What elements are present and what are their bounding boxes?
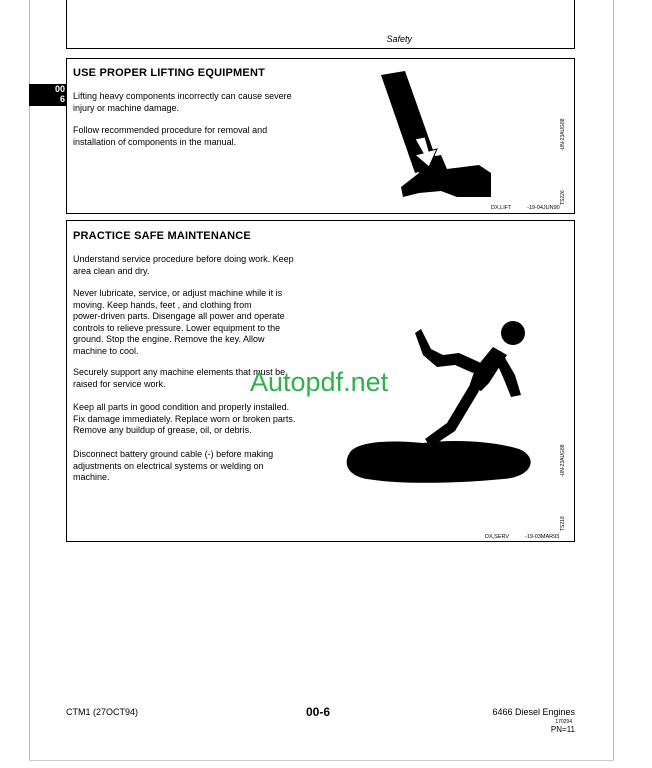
page-right-rule [613,0,614,760]
text-line: power-driven parts. Disengage all power and operate [73,311,285,321]
text-line: Understand service procedure before doing work. Keep [73,254,294,264]
text-line: injury or machine damage. [73,102,180,113]
text-line: Disconnect battery ground cable (-) before making [73,449,274,459]
section-tab-line2: 6 [59,94,65,104]
text-line: ground. Stop the engine. Remove the key. Allow [73,334,265,344]
watermark-text: Autopdf.net [250,367,389,397]
maintenance-ref-date: -19-03MAR93 [525,534,560,540]
text-line: moving. Keep hands, feet , and clothing from [73,299,252,310]
lifting-paragraph-1 [73,91,333,114]
text-line: raised for service work. [73,378,166,389]
text-line: area clean and dry. [73,265,150,276]
footer-tiny-code: 170294 [555,719,572,725]
maintenance-figure-code: -UN-23AUG88 [560,444,566,477]
lifting-illustration [379,69,499,201]
person-leg-up-icon [415,329,481,373]
text-line: Remove any buildup of grease, oil, or debris. [73,425,252,435]
page-left-rule [29,0,30,760]
page-bottom-rule [29,760,614,761]
text-line: adjustments on electrical systems or welding on [73,460,264,471]
maintenance-ref-code: DX,SERV [485,534,510,540]
lifting-ref-code: DX,LIFT [491,205,512,211]
oil-puddle-icon [347,441,531,483]
lifting-ref-date: -19-04JUN90 [527,205,560,211]
footer-pn: PN=11 [550,725,575,734]
person-head-icon [501,321,525,345]
person-arm-icon [493,351,521,397]
text-line: installation of components in the manual. [73,136,237,147]
maintenance-paragraph-2 [73,288,323,357]
text-line: Never lubricate, service, or adjust machine while it is [73,288,283,298]
text-line: Lifting heavy components incorrectly can cause severe [73,91,292,101]
text-line: Securely support any machine elements that must be [73,367,286,377]
text-line: Keep all parts in good condition and properly installed. [73,402,290,412]
maintenance-paragraph-5 [73,449,323,484]
lifting-figure-code: -UN-23AUG88 [560,118,566,151]
person-leg-down-icon [425,383,479,447]
lifting-figure-number: TS226 [560,190,566,205]
text-line: Fix damage immediately. Replace worn or broken parts. [73,413,296,424]
maintenance-paragraph-1 [73,254,323,277]
text-line: machine. [73,472,110,482]
maintenance-paragraph-4 [73,402,323,437]
maintenance-heading: PRACTICE SAFE MAINTENANCE [73,230,251,242]
footer-left: CTM1 (27OCT94) [66,707,139,717]
lifting-paragraph-2 [73,125,333,148]
text-line: controls to relieve pressure. Lower equipment to the [73,322,281,333]
header-box [66,0,575,49]
section-tab [29,84,66,106]
text-line: Follow recommended procedure for removal and [73,125,268,135]
lifting-heading: USE PROPER LIFTING EQUIPMENT [73,67,266,79]
footer-right: 6466 Diesel Engines [492,707,575,717]
maintenance-figure-number: TS218 [560,516,566,531]
page-number: 00-6 [306,705,331,719]
text-line: machine to cool. [73,345,139,356]
section-title: Safety [386,34,412,44]
section-tab-line1: 00 [54,84,65,94]
lifting-panel [66,58,575,214]
